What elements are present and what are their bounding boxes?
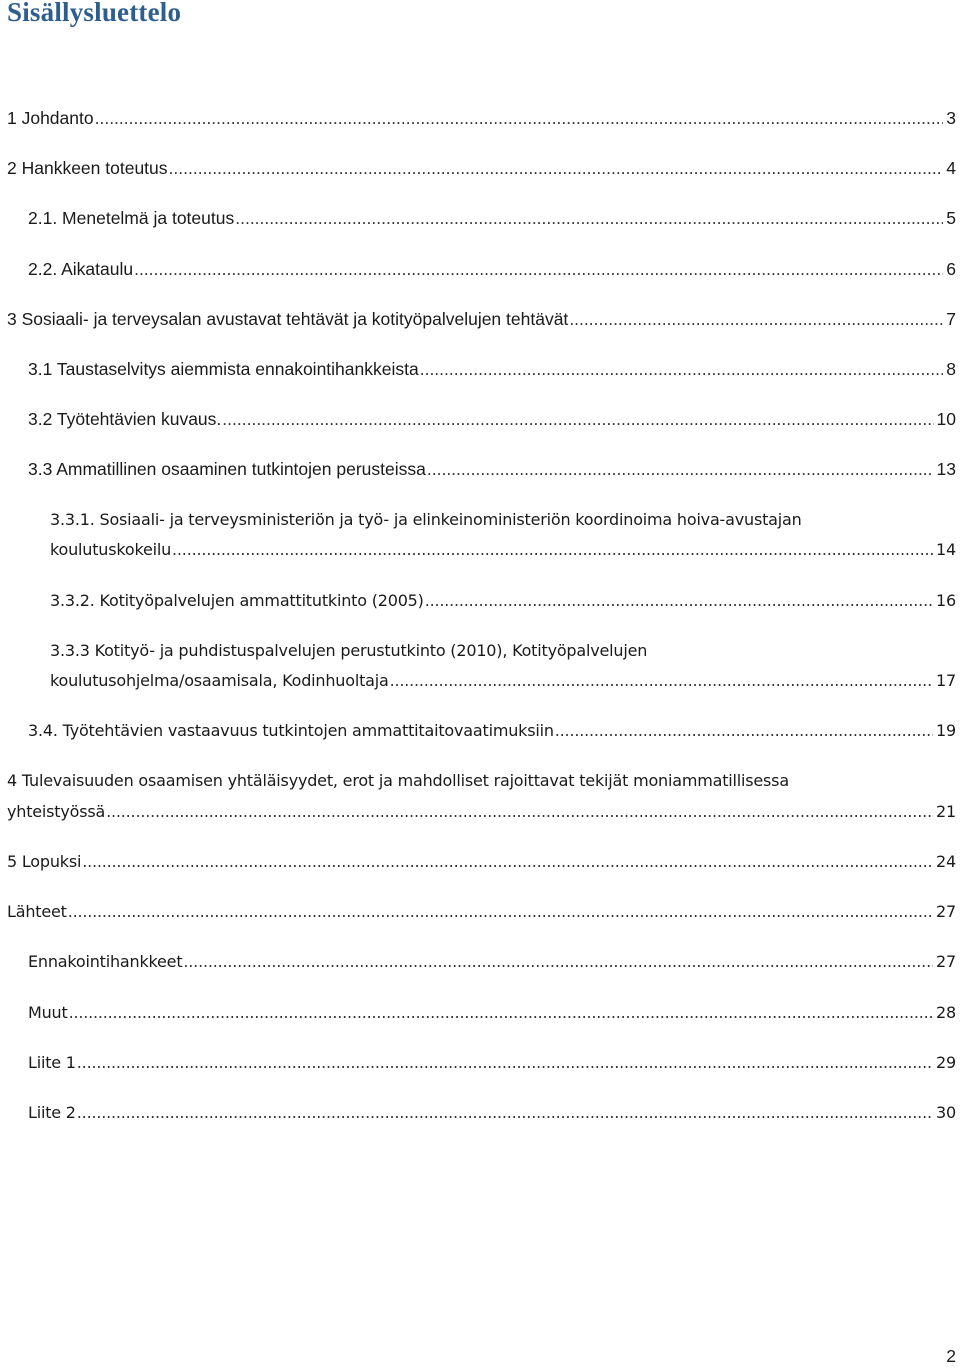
page-number: 2 (946, 1346, 956, 1366)
toc-entry-label: 3.3 Ammatillinen osaaminen tutkintojen perusteissa (28, 459, 426, 479)
toc-entry-label: 1 Johdanto (7, 108, 94, 128)
toc-entry-3-3-2-kotityopalvelujen[interactable] (50, 586, 956, 616)
toc-entry-page: 30 (936, 1103, 956, 1122)
toc-entry-page: 27 (936, 952, 956, 971)
dot-leader (169, 153, 944, 183)
toc-entry-label: 2.1. Menetelmä ja toteutus (28, 208, 235, 228)
toc-entry-3-4-vastaavuus[interactable] (28, 716, 956, 746)
toc-entry-page: 16 (936, 591, 956, 610)
toc-entry-4-line1[interactable]: 4 Tulevaisuuden osaamisen yhtäläisyydet, erot ja mahdolliset rajoittavat tekijät moniammatillisessa (7, 771, 789, 790)
toc-entry-3-3-1-line1[interactable]: 3.3.1. Sosiaali- ja terveysministeriön ja työ- ja elinkeinoministeriön koordinoima hoiva-avustajan (50, 510, 802, 529)
dot-leader (68, 897, 933, 927)
dot-leader (77, 1048, 933, 1078)
toc-entry-page: 24 (936, 852, 956, 871)
toc-entry-3-sosiaali[interactable] (7, 304, 956, 334)
toc-entry-label: 3.2 Työtehtävien kuvaus. (28, 409, 222, 429)
toc-entry-label: koulutusohjelma/osaamisala, Kodinhuoltaja (50, 671, 389, 690)
toc-entry-2-hankkeen-toteutus[interactable] (7, 153, 956, 183)
toc-entry-page: 6 (946, 259, 956, 279)
toc-entry-label: 3.4. Työtehtävien vastaavuus tutkintojen ammattitaitovaatimuksiin (28, 721, 554, 740)
toc-entry-3-1-taustaselvitys[interactable] (28, 354, 956, 384)
toc-entry-page: 3 (946, 108, 956, 128)
toc-entry-label: Muut (28, 1003, 68, 1022)
toc-entry-page: 29 (936, 1053, 956, 1072)
toc-entry-label: yhteistyössä (7, 802, 106, 821)
dot-leader (390, 666, 933, 696)
toc-entry-label: 5 Lopuksi (7, 852, 82, 871)
dot-leader (82, 847, 933, 877)
toc-entry-label: 2 Hankkeen toteutus (7, 158, 168, 178)
page-title: Sisällysluettelo (7, 0, 182, 27)
dot-leader (555, 716, 933, 746)
toc-entry-3-3-ammatillinen[interactable] (28, 454, 956, 484)
dot-leader (95, 103, 944, 133)
toc-entry-2-1-menetelma[interactable] (28, 203, 956, 233)
toc-entry-3-3-3-kodinhuoltaja[interactable] (50, 666, 956, 696)
toc-entry-label: Liite 2 (28, 1103, 76, 1122)
dot-leader (172, 535, 933, 565)
dot-leader (77, 1098, 933, 1128)
toc-entry-5-lopuksi[interactable] (7, 847, 956, 877)
toc-entry-3-2-tyotehtavien-kuvaus[interactable] (28, 404, 956, 434)
toc-entry-1-johdanto[interactable] (7, 103, 956, 133)
toc-entry-label: 3 Sosiaali- ja terveysalan avustavat tehtävät ja kotityöpalvelujen tehtävät (7, 309, 569, 329)
toc-entry-ennakointihankkeet[interactable] (28, 947, 956, 977)
dot-leader (134, 254, 943, 284)
dot-leader (420, 354, 944, 384)
dot-leader (183, 947, 933, 977)
toc-entry-liite-2[interactable] (28, 1098, 956, 1128)
dot-leader (69, 998, 933, 1028)
dot-leader (235, 203, 943, 233)
toc-entry-page: 5 (946, 208, 956, 228)
toc-entry-3-3-3-line1[interactable]: 3.3.3 Kotityö- ja puhdistuspalvelujen perustutkinto (2010), Kotityöpalvelujen (50, 641, 648, 660)
toc-entry-label: Ennakointihankkeet (28, 952, 183, 971)
toc-entry-page: 27 (936, 902, 956, 921)
toc-entry-lahteet[interactable] (7, 897, 956, 927)
toc-entry-3-3-1-koulutuskokeilu[interactable] (50, 535, 956, 565)
toc-entry-page: 13 (936, 459, 956, 479)
toc-entry-page: 8 (946, 359, 956, 379)
toc-entry-page: 7 (946, 309, 956, 329)
dot-leader (222, 404, 933, 434)
toc-entry-label: 3.1 Taustaselvitys aiemmista ennakointihankkeista (28, 359, 419, 379)
toc-entry-page: 10 (936, 409, 956, 429)
toc-entry-label: Liite 1 (28, 1053, 76, 1072)
toc-entry-page: 28 (936, 1003, 956, 1022)
toc-entry-label: 2.2. Aikataulu (28, 259, 134, 279)
toc-entry-label: koulutuskokeilu (50, 540, 172, 559)
dot-leader (569, 304, 943, 334)
toc-entry-page: 21 (936, 802, 956, 821)
toc-entry-muut[interactable] (28, 998, 956, 1028)
toc-entry-label: 3.3.2. Kotityöpalvelujen ammattitutkinto (2005) (50, 591, 424, 610)
toc-entry-label: Lähteet (7, 902, 67, 921)
toc-entry-page: 19 (936, 721, 956, 740)
dot-leader (425, 586, 933, 616)
toc-entry-4-yhteistyossa[interactable] (7, 797, 956, 827)
toc-entry-2-2-aikataulu[interactable] (28, 254, 956, 284)
toc-entry-page: 17 (936, 671, 956, 690)
dot-leader (106, 797, 933, 827)
toc-entry-liite-1[interactable] (28, 1048, 956, 1078)
dot-leader (427, 454, 934, 484)
toc-entry-page: 14 (936, 540, 956, 559)
toc-entry-page: 4 (946, 158, 956, 178)
